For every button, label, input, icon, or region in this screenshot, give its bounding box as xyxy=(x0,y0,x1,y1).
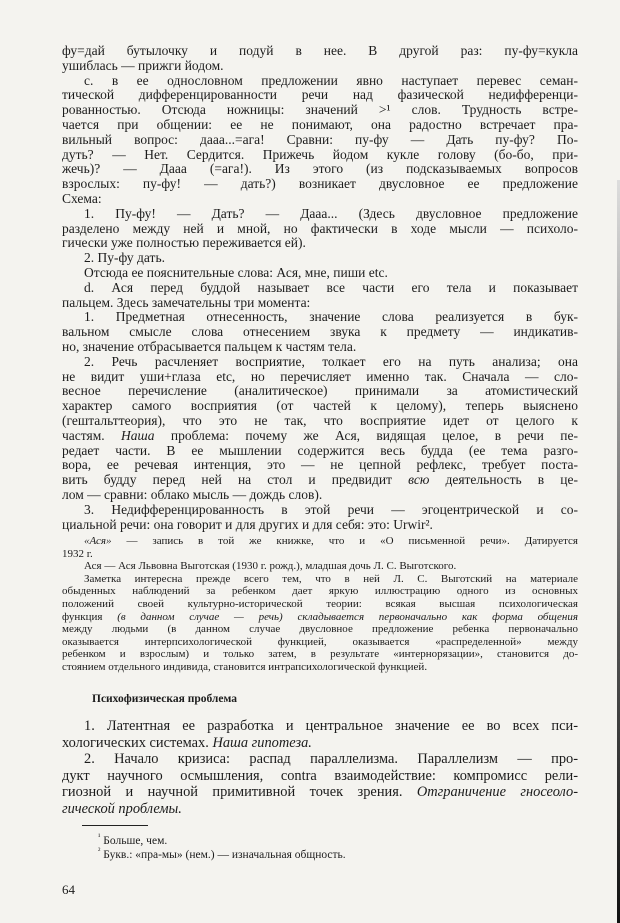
text-segment: редает части. В ее мышлении содержится весь будда (ее тема разго- xyxy=(62,442,578,458)
main-text xyxy=(62,44,578,532)
italic-text: Отграничение гносеоло- xyxy=(416,784,578,801)
commentary-notes xyxy=(62,535,578,674)
text-segment: пальцем. Здесь замечательны три момента: xyxy=(62,294,311,310)
section-text xyxy=(62,718,578,818)
text-segment: вильный вопрос: дааа...=ага! Сравни: пу-фу — Дать пу-фу? По- xyxy=(62,131,578,147)
text-segment: Заметка интересна прежде всего тем, что в ней Л. С. Выготский на материале xyxy=(84,572,578,585)
italic-text: (в данном случае — речь) складывается первоначально как форма общения xyxy=(117,610,578,623)
text-line xyxy=(62,310,578,325)
text-segment: гически уже полностью переживается ей). xyxy=(62,235,306,251)
text-line xyxy=(62,148,578,163)
text-segment: Ася — Ася Львовна Выготская (1930 г. рожд.), младшая дочь Л. С. Выготского. xyxy=(84,560,457,573)
text-segment: но, значение отбрасывается пальцем к частям тела. xyxy=(62,338,357,354)
text-line xyxy=(62,177,578,192)
text-segment: лом — сравни: облако мысль — дождь слов). xyxy=(62,486,323,502)
text-line xyxy=(62,768,578,785)
text-line xyxy=(62,207,578,222)
text-line xyxy=(62,801,578,818)
text-segment: 1932 г. xyxy=(62,547,93,560)
text-line xyxy=(62,399,578,414)
page-number: 64 xyxy=(62,882,75,897)
text-line xyxy=(62,503,578,518)
text-line xyxy=(62,598,578,611)
text-segment: чается при общении: ее не понимают, она радостно встречает пра- xyxy=(62,116,578,132)
text-line xyxy=(62,661,578,674)
text-segment: между людьми (в данном случае двусловное предложение ребенка первоначально xyxy=(62,623,578,636)
text-segment: частям. xyxy=(62,427,122,443)
text-line xyxy=(62,370,578,385)
text-segment: 2. Речь расчленяет восприятие, толкает его на путь анализа; она xyxy=(84,353,578,369)
text-segment: с. в ее однословном предложении явно наступает перевес семан- xyxy=(84,72,578,88)
text-segment: дукт научного осмышления, contra взаимодействие: компромисс рели- xyxy=(62,767,578,784)
text-segment: положений своей культурно-исторической теории: всякая высшая психологическая xyxy=(62,597,578,610)
text-line xyxy=(62,59,578,74)
footnote-text: Больше, чем. xyxy=(103,834,168,847)
text-line xyxy=(62,118,578,133)
text-line xyxy=(62,340,578,355)
text-line xyxy=(62,103,578,118)
footnote-mark: ¹ xyxy=(98,832,101,841)
text-line xyxy=(62,325,578,340)
text-segment: вора, ее речевая интенция, это — не цепной рефлекс, требует поста- xyxy=(62,457,578,473)
text-line xyxy=(62,718,578,735)
italic-text: Наша гипотеза. xyxy=(212,734,312,751)
text-segment: взрослых: пу-фу! — дать?) возникает двусловное ее предложение xyxy=(62,176,578,192)
text-line xyxy=(62,636,578,649)
italic-text: гической проблемы. xyxy=(62,800,182,817)
footnote-mark: ² xyxy=(98,846,101,855)
text-segment: функция xyxy=(62,610,118,623)
text-line xyxy=(62,518,578,533)
text-segment: 2. Начало кризиса: распад параллелизма. Параллелизм — про- xyxy=(84,751,578,768)
text-line xyxy=(62,488,578,503)
text-line xyxy=(62,548,578,561)
text-line xyxy=(62,192,578,207)
italic-text: всю xyxy=(408,472,430,488)
text-segment: — запись в той же книжке, что и «О письменной речи». Датируется xyxy=(111,535,578,547)
text-line xyxy=(62,44,578,59)
text-segment: не видит уши+глаза etc, но перечисляет именно так. Сначала — сло- xyxy=(62,368,578,384)
text-segment: характер самого восприятия (от частей к целому), теперь выяснено xyxy=(62,398,578,414)
text-line xyxy=(62,623,578,636)
text-line xyxy=(62,133,578,148)
text-segment: весное перечисление (аналитическое) принимали за атомистический xyxy=(62,383,578,399)
text-segment: 1. Латентная ее разработка и центральное значение ее во всех пси- xyxy=(84,718,578,734)
section-heading: Психофизическая проблема xyxy=(92,693,237,705)
text-line xyxy=(62,88,578,103)
text-segment: фу=дай бутылочку и подуй в нее. В другой раз: пу-фу=кукла xyxy=(62,43,578,58)
text-line xyxy=(62,735,578,752)
text-segment: оказывается интерпсихологической функцией, оказывается «распределенной» между xyxy=(62,635,578,648)
text-segment: хологических системах. xyxy=(62,734,213,751)
text-line xyxy=(62,429,578,444)
text-segment: 1. Пу-фу! — Дать? — Дааа... (Здесь двусловное предложение xyxy=(84,205,578,221)
text-line xyxy=(62,585,578,598)
text-line xyxy=(62,444,578,459)
text-line xyxy=(62,611,578,624)
text-line xyxy=(62,355,578,370)
text-line xyxy=(62,236,578,251)
text-segment: d. Ася перед буддой называет все части его тела и показывает xyxy=(84,279,578,295)
text-segment: рованностью. Отсюда ножницы: значений >¹ слов. Трудность встре- xyxy=(62,102,578,118)
text-line xyxy=(62,560,578,573)
text-segment: 2. Пу-фу дать. xyxy=(84,250,165,266)
text-segment: тической дифференцированности речи над фазической недифференци- xyxy=(62,87,578,103)
text-segment: вить будду перед ней на стол и предвидит xyxy=(62,472,409,488)
text-segment: ушиблась — прижги йодом. xyxy=(62,57,224,73)
text-segment: жечь)? — Дааа (=ага!). Из этого (из подсказываемых вопросов xyxy=(62,161,578,177)
text-segment: (гештальттеория), что это не так, что восприятие идет от целого к xyxy=(62,412,578,428)
text-segment: дуть? — Нет. Сердится. Прижечь йодом кукле голову (бо-бо, при- xyxy=(62,146,578,162)
footnote-divider xyxy=(82,825,148,826)
text-line xyxy=(62,281,578,296)
text-line xyxy=(62,648,578,661)
footnote-2 xyxy=(98,844,346,862)
text-segment: Схема: xyxy=(62,190,102,206)
text-line xyxy=(62,573,578,586)
text-segment: проблема: почему же Ася, видящая целое, в речи пе- xyxy=(154,427,578,443)
text-line xyxy=(62,74,578,89)
text-line xyxy=(62,251,578,266)
text-segment: гиозной и научной примитивной точек зрения. xyxy=(62,784,417,801)
text-segment: стоянием отдельного индивида, становится интрапсихологической функцией. xyxy=(62,660,428,673)
text-line xyxy=(62,751,578,768)
text-segment: обыденных наблюдений за ребенком дает яркую иллюстрацию одного из основных xyxy=(62,585,578,598)
text-segment: 3. Недифференцированность в этой речи — эгоцентрической и со- xyxy=(84,501,578,517)
text-segment: Отсюда ее пояснительные слова: Ася, мне, пиши etc. xyxy=(84,264,388,280)
text-line xyxy=(62,296,578,311)
footnote-text: Букв.: «пра-мы» (нем.) — изначальная общность. xyxy=(103,848,346,861)
text-line xyxy=(62,266,578,281)
text-segment: 1. Предметная отнесенность, значение слова реализуется в бук- xyxy=(84,309,578,325)
text-line xyxy=(62,162,578,177)
text-line xyxy=(62,414,578,429)
text-segment: деятельность в це- xyxy=(429,472,578,488)
text-segment: циальной речи: она говорит и для других и для себя: это: Urwir². xyxy=(62,516,433,532)
italic-text: «Ася» xyxy=(84,535,112,547)
text-line xyxy=(62,535,578,548)
text-line xyxy=(62,458,578,473)
text-segment: ребенком и взрослым) и только затем, в результате «интернорязации», становится до- xyxy=(62,648,578,661)
text-line xyxy=(62,222,578,237)
text-segment: разделено между ней и мной, но фактически в ходе мысли — психоло- xyxy=(62,220,578,236)
italic-text: Наша xyxy=(121,427,155,443)
text-segment: вальном смысле слова отнесением звука к предмету — индикатив- xyxy=(62,324,578,340)
text-line xyxy=(62,473,578,488)
text-line xyxy=(62,784,578,801)
text-line xyxy=(62,384,578,399)
